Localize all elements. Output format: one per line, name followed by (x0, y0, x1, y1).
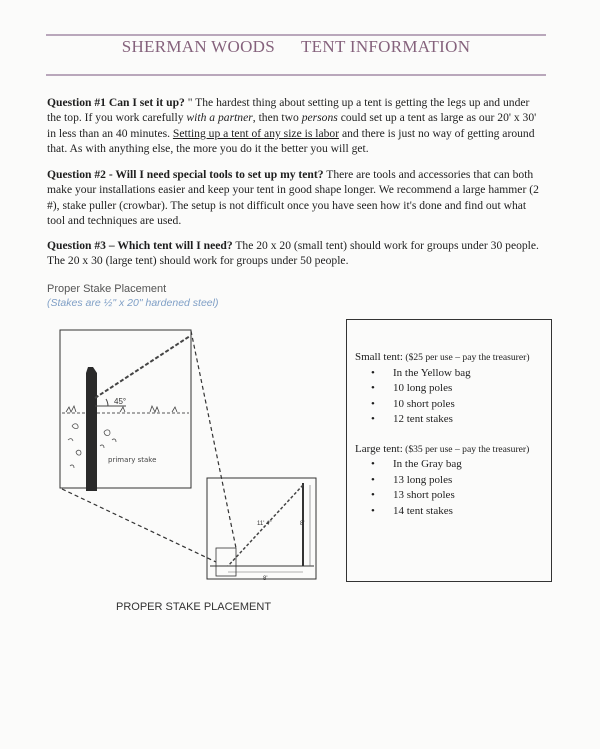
question-1-text: and there is just no way of getting around that. As with anything else, the more you do it the better you will get. (47, 126, 535, 155)
question-2-label: Question #2 - Will I need special tools to set up my tent? (47, 168, 324, 181)
question-1-text: " The hardest thing about setting up a tent is getting the legs up and under the top. If you work carefully (47, 96, 530, 125)
org-name: SHERMAN WOODS (121, 37, 275, 56)
angle-label: 45° (114, 397, 127, 406)
height-dimension: 8' (300, 521, 305, 527)
question-1-text: could set up a tent as large as our 20' x 30' in less than an 40 minutes. (47, 111, 537, 140)
guy-rope (95, 336, 190, 398)
small-tent-title: Small tent: (355, 351, 403, 363)
large-tent-price: ($35 per use – pay the treasurer) (402, 443, 530, 455)
small-tent-price: ($25 per use – pay the treasurer) (402, 352, 530, 363)
question-1-emphasis: with a partner (186, 111, 253, 125)
list-item: • 12 tent stakes (355, 412, 551, 428)
base-dimension: 8' (263, 576, 268, 582)
small-tent-heading (355, 350, 551, 366)
question-3-text: The 20 x 20 (small tent) should work for groups under 30 people. The 20 x 30 (large tent) should work for groups under 50 people. (47, 239, 539, 268)
primary-stake-icon (86, 373, 97, 491)
diagonal-dimension: 11' 4" (257, 521, 272, 527)
question-1-text: , then two (252, 111, 302, 125)
list-item: • 14 tent stakes (355, 504, 551, 520)
large-tent-list (355, 457, 551, 519)
list-item: • 13 long poles (355, 473, 551, 489)
section-name: TENT INFORMATION (301, 37, 471, 56)
list-item: • 10 long poles (355, 381, 551, 397)
list-item: • In the Gray bag (355, 457, 551, 473)
list-item: • In the Yellow bag (355, 366, 551, 382)
question-1-label: Question #1 Can I set it up? (47, 96, 185, 109)
question-2-text: There are tools and accessories that can both make your installations easier and keep your tent in good shape longer. We recommend a large hammer (2 #), stake puller (crowbar). The setup is not difficult once you have seen how it's done and find out what tool and techniques are used. (47, 168, 539, 227)
placement-subtitle: (Stakes are ½" x 20" hardened steel) (47, 297, 219, 309)
detail-frame (60, 330, 191, 488)
tent-diagram-frame (207, 478, 316, 579)
primary-stake-label: primary stake (108, 456, 157, 464)
list-item: • 13 short poles (355, 488, 551, 504)
small-tent-list (355, 366, 551, 428)
question-1-underlined: Setting up a tent of any size is labor (172, 126, 340, 140)
placement-title: Proper Stake Placement (47, 283, 167, 295)
large-tent-heading (355, 442, 551, 458)
figure-caption: PROPER STAKE PLACEMENT (116, 601, 272, 613)
angle-arc (106, 399, 108, 406)
grass-icon (66, 406, 177, 412)
stake-head-icon (86, 367, 97, 373)
connector-line (62, 489, 216, 562)
connector-line (191, 331, 236, 548)
list-item: • 10 short poles (355, 397, 551, 413)
question-3-label: Question #3 – Which tent will I need? (47, 239, 233, 252)
tent-info-box (346, 319, 552, 582)
question-1-emphasis: persons (301, 111, 338, 125)
large-tent-title: Large tent: (355, 442, 403, 455)
